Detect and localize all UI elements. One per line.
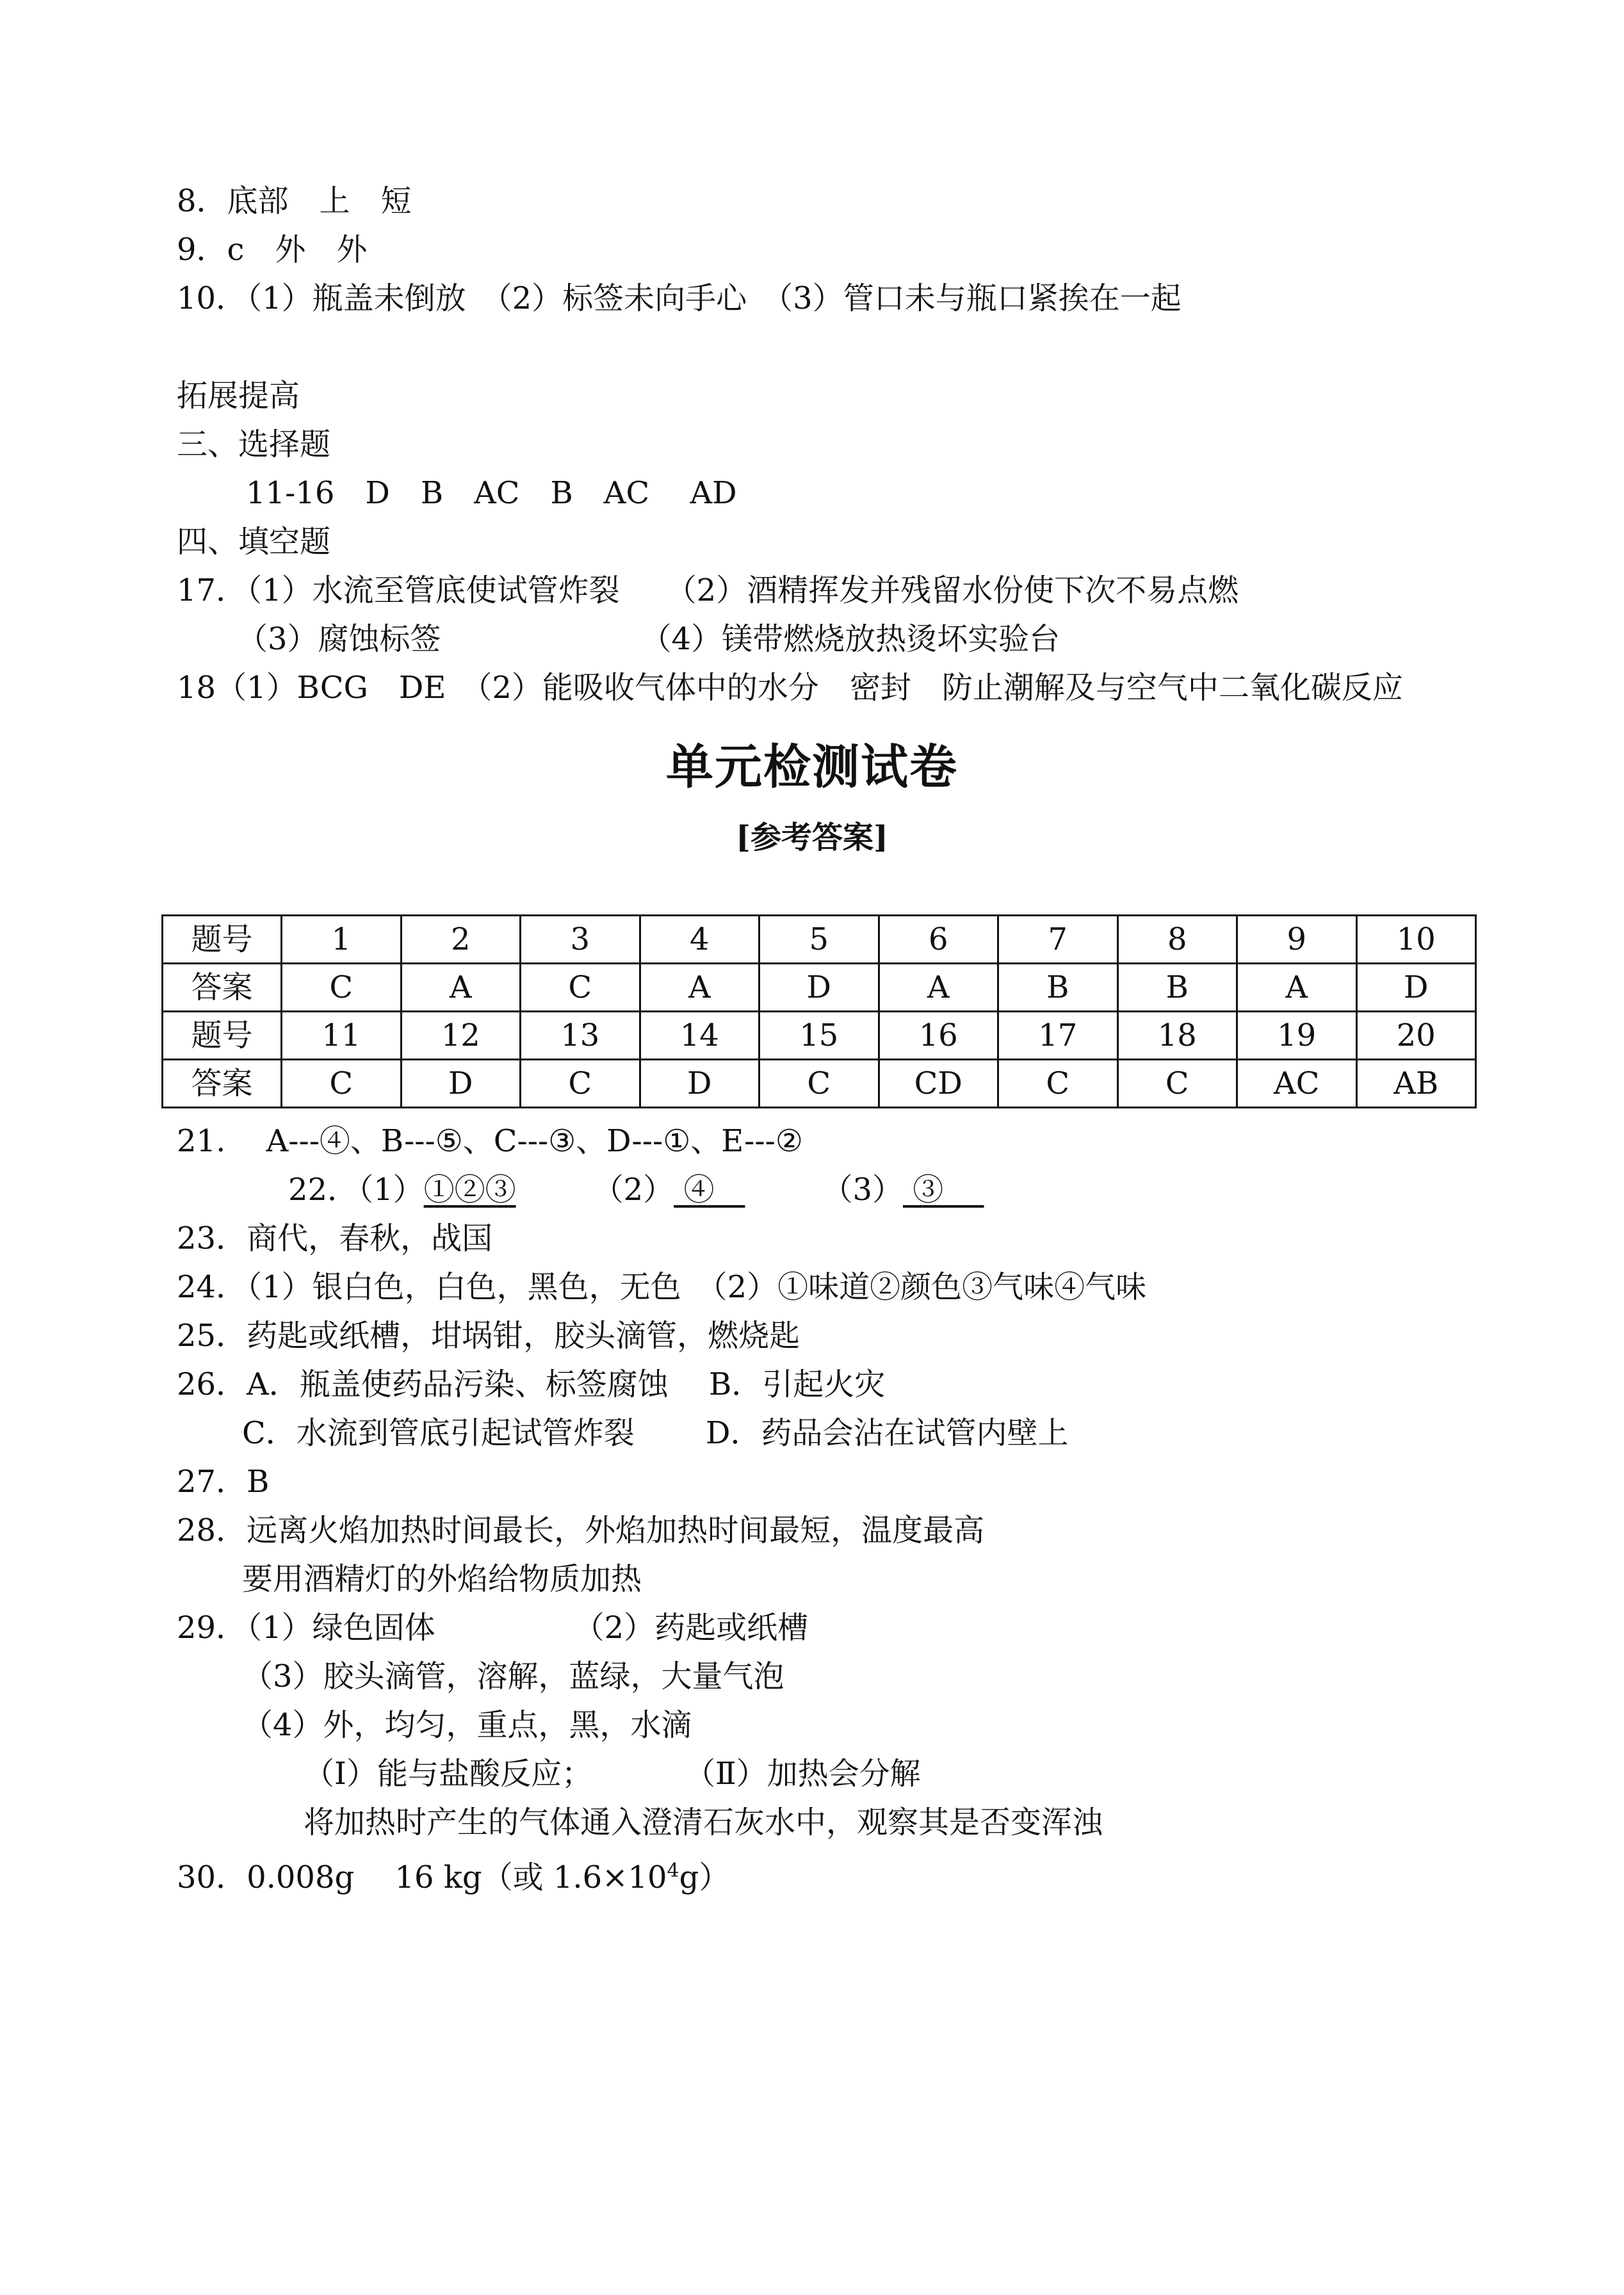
table-cell: 16	[879, 1012, 998, 1060]
q30-text: 30．0.008g 16 kg（或 1.6×10	[177, 1860, 667, 1895]
table-row	[163, 1060, 1476, 1108]
table-cell: C	[521, 964, 640, 1012]
table-row	[163, 1012, 1476, 1060]
answer-line-26-cont: C．水流到管底引起试管炸裂 D．药品会沾在试管内壁上	[242, 1415, 1069, 1451]
table-cell: 18	[1117, 1012, 1237, 1060]
section-heading-extension: 拓展提高	[177, 378, 300, 414]
table-cell: A	[1237, 964, 1357, 1012]
answer-line-18: 18（1）BCG DE （2）能吸收气体中的水分 密封 防止潮解及与空气中二氧化碳反应	[177, 670, 1403, 706]
q30-exponent: 4	[667, 1860, 679, 1882]
answer-line-29: 29．（1）绿色固体 （2）药匙或纸槽	[177, 1610, 809, 1646]
table-cell: 9	[1237, 916, 1357, 964]
table-cell: C	[759, 1060, 879, 1108]
table-cell: 3	[521, 916, 640, 964]
table-cell: A	[401, 964, 521, 1012]
answer-line-26: 26．A．瓶盖使药品污染、标签腐蚀 B．引起火灾	[177, 1366, 886, 1402]
answer-line-24: 24．（1）银白色，白色，黑色，无色 （2）①味道②颜色③气味④气味	[177, 1269, 1147, 1305]
table-cell: 2	[401, 916, 521, 964]
table-cell: C	[1117, 1060, 1237, 1108]
table-cell: D	[401, 1060, 521, 1108]
table-cell: 答案	[163, 964, 282, 1012]
table-cell: AC	[1237, 1060, 1357, 1108]
table-cell: C	[998, 1060, 1118, 1108]
table-cell: C	[282, 964, 402, 1012]
answer-line-30	[177, 1852, 729, 1897]
page-subtitle: [参考答案]	[736, 820, 888, 856]
page-title: 单元检测试卷	[666, 740, 958, 795]
table-cell: 14	[640, 1012, 759, 1060]
table-cell: 4	[640, 916, 759, 964]
table-cell: C	[282, 1060, 402, 1108]
answer-line-29-i-ii: （Ⅰ）能与盐酸反应； （Ⅱ）加热会分解	[304, 1756, 921, 1792]
answer-line-23: 23．商代，春秋，战国	[177, 1220, 493, 1256]
section-heading-fill: 四、填空题	[177, 524, 331, 560]
table-cell: C	[521, 1060, 640, 1108]
answer-line-29-4: （4）外，均匀，重点，黑，水滴	[242, 1707, 692, 1743]
q22-answer-1: ①②③	[423, 1172, 516, 1208]
table-cell: AB	[1356, 1060, 1476, 1108]
answer-line-17-cont: （3）腐蚀标签 （4）镁带燃烧放热烫坏实验台	[237, 621, 1060, 657]
answer-line-17: 17．（1）水流至管底使试管炸裂 （2）酒精挥发并残留水份使下次不易点燃	[177, 572, 1239, 608]
table-cell: D	[640, 1060, 759, 1108]
table-cell: D	[759, 964, 879, 1012]
table-cell: B	[1117, 964, 1237, 1012]
table-cell: 19	[1237, 1012, 1357, 1060]
answer-line-28-cont: 要用酒精灯的外焰给物质加热	[242, 1561, 642, 1597]
table-row	[163, 916, 1476, 964]
table-cell: 12	[401, 1012, 521, 1060]
q22-label-2: （2）	[516, 1172, 674, 1208]
table-cell: 题号	[163, 916, 282, 964]
answer-line-21: 21. A---④、B---⑤、C---③、D---①、E---②	[177, 1123, 803, 1159]
table-cell: 6	[879, 916, 998, 964]
q22-answer-2: ④	[674, 1172, 745, 1208]
table-cell: 10	[1356, 916, 1476, 964]
table-cell: 5	[759, 916, 879, 964]
answer-table	[161, 914, 1477, 1108]
table-cell: A	[640, 964, 759, 1012]
table-cell: D	[1356, 964, 1476, 1012]
table-cell: B	[998, 964, 1118, 1012]
table-cell: 1	[282, 916, 402, 964]
table-cell: 7	[998, 916, 1118, 964]
q30-tail: g）	[679, 1860, 730, 1895]
q22-answer-3: ③	[903, 1172, 984, 1208]
table-cell: CD	[879, 1060, 998, 1108]
table-cell: A	[879, 964, 998, 1012]
table-cell: 8	[1117, 916, 1237, 964]
table-cell: 15	[759, 1012, 879, 1060]
q22-label-3: （3）	[745, 1172, 903, 1208]
table-cell: 11	[282, 1012, 402, 1060]
q22-prefix: 22．（1）	[288, 1172, 424, 1208]
answer-line-8: 8．底部 上 短	[177, 183, 412, 219]
section-heading-choice: 三、选择题	[177, 426, 331, 462]
answer-line-27: 27．B	[177, 1464, 270, 1500]
answer-line-9: 9．c 外 外	[177, 232, 368, 268]
answer-line-11-16: 11-16 D B AC B AC AD	[246, 475, 737, 511]
answer-line-22	[288, 1171, 984, 1209]
answer-line-10: 10．（1）瓶盖未倒放 （2）标签未向手心 （3）管口未与瓶口紧挨在一起	[177, 280, 1181, 316]
answer-line-25: 25．药匙或纸槽，坩埚钳，胶头滴管，燃烧匙	[177, 1318, 800, 1354]
table-cell: 17	[998, 1012, 1118, 1060]
answer-line-29-method: 将加热时产生的气体通入澄清石灰水中，观察其是否变浑浊	[304, 1804, 1103, 1840]
table-cell: 题号	[163, 1012, 282, 1060]
table-cell: 20	[1356, 1012, 1476, 1060]
table-cell: 13	[521, 1012, 640, 1060]
table-cell: 答案	[163, 1060, 282, 1108]
table-row	[163, 964, 1476, 1012]
answer-line-28: 28．远离火焰加热时间最长，外焰加热时间最短，温度最高	[177, 1512, 985, 1548]
answer-line-29-3: （3）胶头滴管，溶解，蓝绿，大量气泡	[242, 1658, 784, 1694]
